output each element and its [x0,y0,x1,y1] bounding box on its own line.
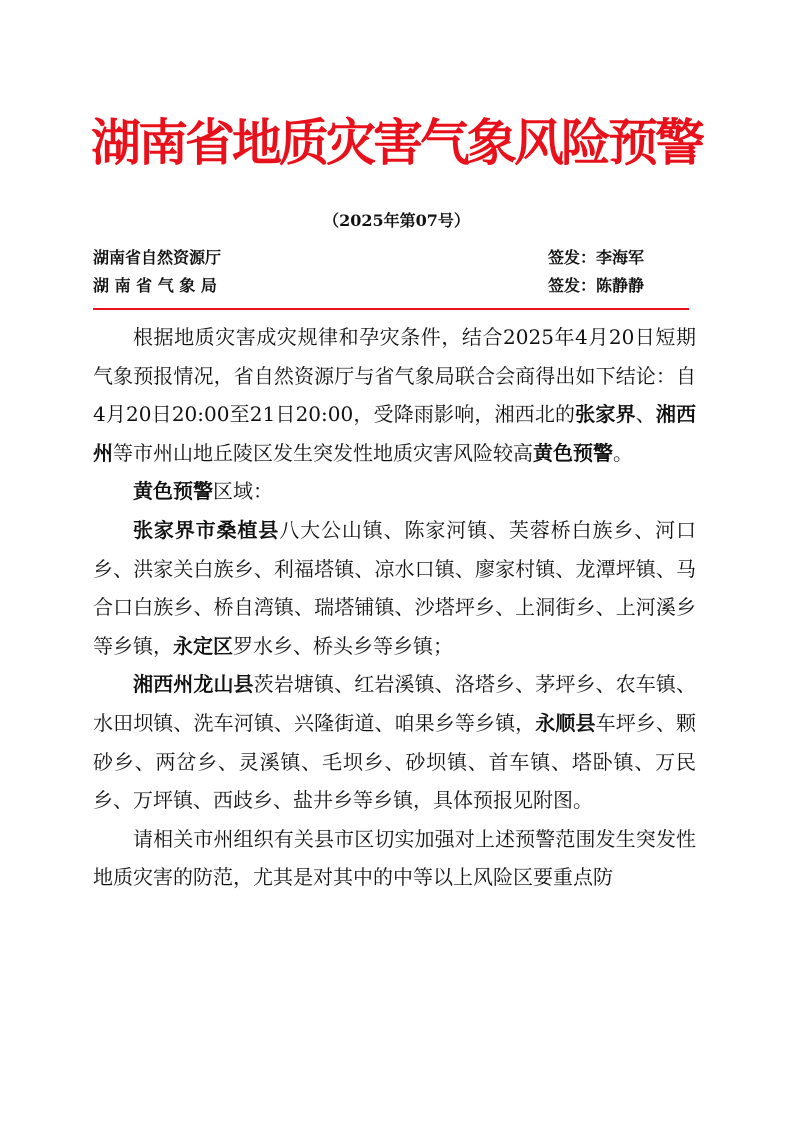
highlight-yellow-warning: 黄色预警 [533,440,613,465]
highlight-zhangjiajie: 张家界 [575,402,636,427]
highlight-yongshun: 永顺县 [535,710,596,735]
paragraph-text: 。 [613,440,633,465]
paragraph-forecast [93,318,696,472]
paragraph-text: 、 [635,402,656,427]
signer-label: 签发： [548,276,597,295]
issuer-natural-resources: 湖南省自然资源厅 [93,248,222,267]
paragraph-xiangxi-areas [93,665,696,819]
signer-1 [548,246,644,270]
signer-name: 陈静静 [596,276,645,295]
highlight-sangzhi: 张家界市桑植县 [133,517,280,542]
issuer-meteorological-bureau: 湖 南 省 气 象 局 [93,276,217,295]
paragraph-text: 罗水乡、桥头乡等乡镇； [233,633,453,658]
header-divider [93,308,689,310]
signer-label: 签发： [548,248,597,267]
paragraph-text: 区域： [213,479,273,504]
paragraph-text: 请相关市州组织有关县市区切实加强对上述预警范围发生突发性地质灾害的防范，尤其是对其中的中等以上风险区要重点防 [93,826,696,890]
paragraph-zhangjiajie-areas [93,511,696,665]
paragraph-text: 车坪乡、颗砂乡、两岔乡、灵溪镇、毛坝乡、砂坝镇、首车镇、塔卧镇、万民乡、万坪镇、西歧乡、盐井乡等乡镇，具体预报见附图。 [93,710,697,813]
paragraph-text: 等市州山地丘陵区发生突发性地质灾害风险较高 [113,440,533,465]
signer-name: 李海军 [596,248,645,267]
highlight-xiangxi: 湘西州 [93,402,697,465]
highlight-yellow-warning: 黄色预警 [133,479,213,504]
paragraph-text: 八大公山镇、陈家河镇、芙蓉桥白族乡、河口乡、洪家关白族乡、利福塔镇、凉水口镇、廖家村镇、龙潭坪镇、马合口白族乡、桥自湾镇、瑞塔铺镇、沙塔坪乡、上洞街乡、上河溪乡等乡镇， [93,517,697,658]
document-title: 湖南省地质灾害气象风险预警 [91,114,702,172]
highlight-yongding: 永定区 [173,633,233,658]
document-number: （2025年第07号） [323,211,470,230]
paragraph-warning-area-heading [93,472,696,511]
document-body [93,318,696,897]
signer-2 [548,274,644,298]
paragraph-text: 茨岩塘镇、红岩溪镇、洛塔乡、茅坪乡、农车镇、水田坝镇、洗车河镇、兴隆街道、咱果乡等乡镇， [93,672,697,735]
paragraph-prevention-request [93,820,696,897]
highlight-longshan: 湘西州龙山县 [133,672,254,697]
paragraph-text: 根据地质灾害成灾规律和孕灾条件，结合2025年4月20日短期气象预报情况，省自然资源厅与省气象局联合会商得出如下结论：自4月20日20:00至21日20:00，受降雨影响，湘西北的 [93,325,696,427]
